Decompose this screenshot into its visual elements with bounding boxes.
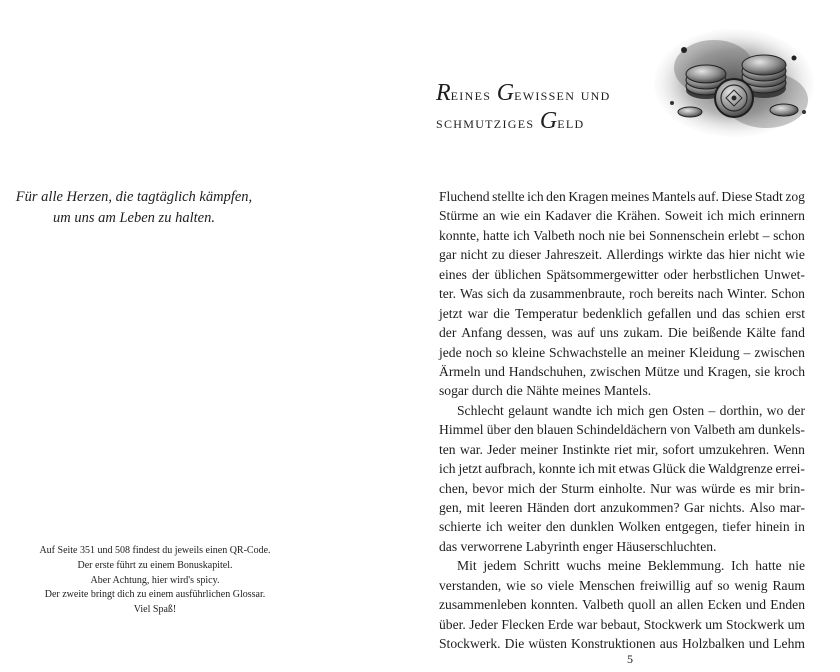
body-word: chen, bbox=[439, 480, 469, 496]
body-word: wandte bbox=[552, 402, 592, 418]
body-word: stellte bbox=[492, 189, 525, 204]
chapter-title bbox=[436, 80, 686, 136]
body-word: ter. bbox=[439, 286, 456, 302]
body-word: wie bbox=[500, 208, 520, 224]
body-word: eines bbox=[439, 266, 467, 282]
body-word: Instinkte bbox=[562, 441, 610, 457]
body-word: schon bbox=[773, 227, 805, 243]
body-word: dieser bbox=[508, 247, 542, 263]
title-text: schmutziges bbox=[436, 113, 540, 132]
body-word: bereits bbox=[657, 286, 694, 302]
body-line bbox=[439, 401, 805, 420]
body-word: Kälte bbox=[746, 325, 776, 341]
body-word: sich bbox=[487, 286, 509, 302]
body-word: viele bbox=[547, 577, 575, 593]
body-word: Kadaver bbox=[545, 208, 592, 224]
page-number: 5 bbox=[627, 652, 633, 666]
body-word: anzukommen? bbox=[600, 500, 680, 515]
body-word: meines bbox=[610, 189, 650, 204]
body-word: um bbox=[705, 616, 723, 632]
body-word: weiter bbox=[507, 519, 542, 535]
body-word: ich bbox=[706, 208, 724, 224]
body-word: Schwachstelle bbox=[549, 344, 627, 360]
dedication-line: um uns am Leben zu halten. bbox=[53, 210, 215, 226]
body-word: verstanden, bbox=[439, 577, 502, 593]
body-word: gen, bbox=[439, 500, 463, 515]
body-line bbox=[439, 381, 805, 400]
title-text: eines bbox=[450, 85, 497, 104]
body-word: wenig bbox=[734, 577, 768, 593]
body-word: erinnern bbox=[759, 208, 805, 224]
title-initial: G bbox=[496, 80, 515, 106]
body-word: dort bbox=[573, 500, 596, 515]
body-word: Holzbalken bbox=[681, 636, 745, 652]
body-word: an bbox=[482, 208, 496, 224]
body-word: freiwillig bbox=[639, 577, 691, 593]
body-word: und bbox=[748, 636, 770, 652]
body-word: sie bbox=[755, 363, 771, 379]
body-word: was bbox=[551, 325, 573, 341]
body-word: Stockwerk. bbox=[439, 636, 501, 652]
body-word: Anfang bbox=[461, 325, 503, 341]
qr-note-line: Der zweite bringt dich zu einem ausführlichen Glossar. bbox=[44, 589, 266, 601]
body-line bbox=[439, 284, 805, 303]
body-word: Sturm bbox=[561, 480, 595, 496]
body-line bbox=[439, 343, 805, 362]
body-word: Also bbox=[749, 500, 776, 515]
body-word: sofort bbox=[662, 441, 695, 457]
body-word: aus bbox=[659, 636, 678, 652]
body-word: ich bbox=[596, 402, 613, 418]
body-word: ich bbox=[513, 227, 530, 243]
chapter-title-line bbox=[436, 108, 686, 136]
body-word: jetzt bbox=[458, 461, 482, 477]
body-word: mich bbox=[507, 480, 535, 496]
body-word: ich bbox=[439, 461, 456, 477]
body-word: Händen bbox=[526, 500, 570, 515]
body-line bbox=[439, 362, 805, 381]
body-word: mit bbox=[466, 500, 485, 515]
body-word: schien bbox=[745, 305, 781, 321]
body-word: ten bbox=[439, 441, 456, 457]
body-word: von bbox=[670, 422, 691, 438]
body-word: bei bbox=[628, 227, 646, 243]
body-line bbox=[439, 265, 805, 284]
body-word: uns bbox=[599, 325, 619, 341]
body-word: Wolken bbox=[618, 519, 661, 535]
body-word: und bbox=[484, 363, 505, 379]
body-word: wuchs bbox=[566, 558, 602, 574]
body-word: nicht bbox=[753, 247, 782, 263]
dedication-line: Für alle Herzen, die tagtäglich kämpfen, bbox=[15, 189, 253, 205]
body-line bbox=[439, 440, 805, 459]
body-word: Krähen. bbox=[616, 208, 661, 224]
body-word: Waldgrenze bbox=[708, 461, 773, 477]
body-word: dunkels- bbox=[758, 422, 805, 438]
body-word: Beklemmung. bbox=[647, 558, 725, 574]
body-word: Unwet- bbox=[764, 266, 805, 282]
body-word: zusammenbraute, bbox=[529, 286, 626, 302]
body-word: ein bbox=[524, 208, 541, 224]
body-word: Sonnenschein bbox=[649, 227, 725, 243]
body-word: meiner bbox=[647, 344, 686, 360]
body-word: ich bbox=[485, 519, 503, 535]
body-word: der bbox=[471, 266, 490, 282]
body-line bbox=[439, 615, 805, 634]
body-word: Ecken bbox=[707, 597, 742, 613]
body-word: dorthin, bbox=[719, 402, 763, 418]
body-word: etwas bbox=[618, 461, 650, 477]
body-word: gelaunt bbox=[508, 402, 549, 418]
body-word: noch bbox=[578, 227, 605, 243]
body-line bbox=[439, 537, 805, 556]
body-word: Stockwerk bbox=[726, 616, 785, 632]
body-line bbox=[439, 498, 805, 517]
body-word: oder bbox=[663, 266, 688, 282]
body-word: gen bbox=[648, 402, 669, 418]
body-word: Allerdings bbox=[606, 247, 664, 263]
body-word: Kragen bbox=[568, 189, 609, 204]
body-word: Handschuhen, bbox=[508, 363, 587, 379]
body-word: Valbeth bbox=[582, 597, 624, 613]
body-word: und bbox=[696, 305, 717, 321]
body-word: herbstlichen bbox=[692, 266, 760, 282]
body-line bbox=[439, 479, 805, 498]
body-word: – bbox=[762, 227, 770, 243]
body-word: der bbox=[439, 325, 457, 341]
body-word: Enden bbox=[770, 597, 805, 613]
body-word: den bbox=[546, 189, 566, 204]
body-word: beißende bbox=[692, 325, 742, 341]
body-word: Was bbox=[459, 286, 484, 302]
body-word: den bbox=[545, 519, 566, 535]
qr-code-note bbox=[0, 544, 310, 618]
body-word: jetzt bbox=[439, 305, 463, 321]
body-word: hier bbox=[728, 247, 750, 263]
body-word: roch bbox=[629, 286, 654, 302]
body-word: und bbox=[745, 597, 767, 613]
body-line bbox=[439, 634, 805, 653]
body-word: aufbrach, bbox=[484, 461, 536, 477]
body-word: war bbox=[576, 616, 598, 632]
body-word: so bbox=[717, 577, 730, 593]
body-word: Ärmeln bbox=[439, 363, 481, 379]
body-word: so bbox=[495, 344, 508, 360]
body-word: um bbox=[787, 616, 805, 632]
body-word: entgegen, bbox=[665, 519, 718, 535]
body-word: in bbox=[794, 519, 805, 535]
body-word: noch bbox=[465, 344, 492, 360]
body-word: Kleidung bbox=[689, 344, 740, 360]
body-word: Konstruktionen bbox=[571, 636, 656, 652]
body-word: brin- bbox=[778, 480, 805, 496]
body-word: üblichen bbox=[494, 266, 542, 282]
body-line bbox=[439, 187, 805, 206]
body-word: Himmel bbox=[439, 422, 484, 438]
body-word: zwischen bbox=[754, 344, 805, 360]
body-word: Fluchend bbox=[439, 189, 490, 204]
body-word: Schon bbox=[770, 286, 805, 302]
body-word: nichts. bbox=[708, 500, 745, 515]
body-word: Temperatur bbox=[515, 305, 578, 321]
body-word: umzukehren. bbox=[698, 441, 770, 457]
right-page bbox=[420, 0, 840, 672]
body-line bbox=[439, 459, 805, 478]
body-word: gar bbox=[439, 247, 457, 263]
body-word: dessen, bbox=[506, 325, 547, 341]
body-word: die bbox=[493, 305, 510, 321]
body-word: konnten. bbox=[530, 597, 578, 613]
body-line bbox=[439, 517, 805, 536]
body-word: wo bbox=[766, 402, 784, 418]
body-word: Diese bbox=[721, 189, 753, 204]
body-word: Spätsommergewitter bbox=[546, 266, 659, 282]
chapter-title-line bbox=[436, 80, 686, 108]
body-word: errei- bbox=[775, 461, 805, 477]
body-word: mich bbox=[728, 208, 756, 224]
body-word: erlebt bbox=[728, 227, 760, 243]
title-text: ewissen und bbox=[514, 85, 611, 104]
body-word: Lehm bbox=[773, 636, 805, 652]
qr-note-line: Viel Spaß! bbox=[133, 604, 177, 616]
body-word: die bbox=[688, 461, 706, 477]
body-word: Schritt bbox=[523, 558, 560, 574]
body-word: Schlecht bbox=[457, 402, 504, 418]
body-word: an bbox=[659, 597, 673, 613]
body-word: dunklen bbox=[570, 519, 614, 535]
body-word: mir, bbox=[636, 441, 659, 457]
body-word: der bbox=[539, 480, 557, 496]
body-word: Gar bbox=[684, 500, 705, 515]
body-word: quoll bbox=[627, 597, 656, 613]
body-word: den bbox=[514, 422, 534, 438]
body-word: würde bbox=[701, 480, 736, 496]
body-word: Jeder bbox=[469, 616, 498, 632]
body-word: riet bbox=[614, 441, 633, 457]
qr-note-line: Auf Seite 351 und 508 findest du jeweils einen QR-Code. bbox=[39, 545, 271, 556]
body-word: tiefer bbox=[722, 519, 751, 535]
body-word: Winter. bbox=[727, 286, 768, 302]
body-word: Glück bbox=[652, 461, 686, 477]
body-word: die bbox=[595, 208, 613, 224]
body-word: bebaut, bbox=[600, 616, 641, 632]
body-word: Schindeldächern bbox=[576, 422, 667, 438]
body-word: Stürme bbox=[439, 208, 479, 224]
body-word: auf bbox=[577, 325, 595, 341]
body-word: einholte. bbox=[598, 480, 646, 496]
body-word: Mit bbox=[457, 558, 477, 574]
body-word: Jeder bbox=[487, 441, 516, 457]
body-word: erst bbox=[785, 305, 805, 321]
body-word: zusammenleben bbox=[439, 597, 527, 613]
body-word: Nur bbox=[650, 480, 672, 496]
body-word: kroch bbox=[774, 363, 805, 379]
body-word: jedem bbox=[483, 558, 517, 574]
body-word: zog bbox=[785, 189, 805, 204]
body-word: über. bbox=[439, 616, 466, 632]
title-initial: G bbox=[539, 108, 558, 134]
body-line bbox=[439, 420, 805, 439]
body-word: leeren bbox=[489, 500, 523, 515]
dedication bbox=[0, 187, 268, 229]
body-line bbox=[439, 576, 805, 595]
body-word: Ich bbox=[731, 558, 749, 574]
body-word: gefallen bbox=[647, 305, 692, 321]
body-word: Valbeth bbox=[693, 422, 736, 438]
body-word: ich bbox=[578, 461, 595, 477]
body-word: Mütze bbox=[644, 363, 680, 379]
body-word: zwischen bbox=[590, 363, 641, 379]
body-word: nie bbox=[788, 558, 805, 574]
body-word: das verworrene Labyrinth enger Häuserschluchten. bbox=[439, 538, 717, 554]
title-initial: R bbox=[436, 80, 451, 106]
body-word: der bbox=[787, 402, 805, 418]
chapter-body-text bbox=[439, 187, 805, 654]
body-word: Die bbox=[504, 636, 525, 652]
body-line bbox=[439, 323, 805, 342]
body-word: zu bbox=[491, 247, 505, 263]
body-word: so bbox=[530, 577, 543, 593]
body-word: Die bbox=[667, 325, 688, 341]
body-word: konnte bbox=[538, 461, 576, 477]
body-word: wie bbox=[785, 247, 805, 263]
body-word: Wenn bbox=[773, 441, 805, 457]
body-word: – bbox=[743, 344, 751, 360]
body-word: hinein bbox=[755, 519, 790, 535]
body-line bbox=[439, 304, 805, 323]
body-line bbox=[439, 226, 805, 245]
body-word: bevor bbox=[472, 480, 504, 496]
body-word: wüsten bbox=[528, 636, 567, 652]
body-word: wie bbox=[506, 577, 526, 593]
body-word: nach bbox=[697, 286, 724, 302]
body-word: Osten bbox=[672, 402, 705, 418]
body-word: das bbox=[722, 305, 741, 321]
body-word: was bbox=[675, 480, 697, 496]
body-word: mit bbox=[597, 461, 616, 477]
body-word: hatte bbox=[483, 227, 510, 243]
body-line bbox=[439, 245, 805, 264]
body-word: Kragen, bbox=[707, 363, 752, 379]
body-word: allen bbox=[676, 597, 704, 613]
body-word: hatte bbox=[755, 558, 782, 574]
body-word: das bbox=[706, 247, 725, 263]
body-word: mir bbox=[755, 480, 775, 496]
body-word: Flecken bbox=[501, 616, 545, 632]
body-word: Stadt bbox=[754, 189, 783, 204]
body-word: meine bbox=[607, 558, 642, 574]
body-line bbox=[439, 595, 805, 614]
body-word: mar- bbox=[779, 500, 805, 515]
body-line bbox=[439, 206, 805, 225]
body-word: mich bbox=[617, 402, 645, 418]
body-word: an bbox=[630, 344, 644, 360]
body-word: nicht bbox=[460, 247, 488, 263]
body-word: meiner bbox=[520, 441, 558, 457]
body-word: und bbox=[683, 363, 704, 379]
body-word: es bbox=[739, 480, 751, 496]
body-word: bedenklich bbox=[582, 305, 643, 321]
body-word: am bbox=[738, 422, 755, 438]
body-word: ich bbox=[527, 189, 544, 204]
body-word: konnte, bbox=[439, 227, 480, 243]
qr-note-line: Aber Achtung, hier wird's spicy. bbox=[90, 574, 220, 586]
body-word: zukam. bbox=[623, 325, 664, 341]
body-word: auf bbox=[695, 577, 713, 593]
body-word: auf. bbox=[698, 189, 719, 204]
body-word: sogar durch die Nähte meines Mantels. bbox=[439, 383, 652, 399]
body-line bbox=[439, 556, 805, 575]
body-word: schierte bbox=[439, 519, 482, 535]
body-word: Raum bbox=[772, 577, 805, 593]
qr-note-line: Der erste führt zu einem Bonuskapitel. bbox=[77, 559, 233, 571]
body-word: Erde bbox=[547, 616, 574, 632]
body-word: fand bbox=[780, 325, 805, 341]
title-text: eld bbox=[557, 113, 585, 132]
body-word: nie bbox=[608, 227, 626, 243]
body-word: da bbox=[512, 286, 526, 302]
body-word: Soweit bbox=[664, 208, 703, 224]
body-word: wirkte bbox=[667, 247, 703, 263]
body-word: – bbox=[708, 402, 716, 418]
body-word: jede bbox=[439, 344, 462, 360]
body-word: Mantels bbox=[651, 189, 696, 204]
body-word: war. bbox=[459, 441, 483, 457]
body-word: blauen bbox=[536, 422, 574, 438]
body-word: über bbox=[486, 422, 511, 438]
body-word: Menschen bbox=[578, 577, 635, 593]
body-word: kleine bbox=[511, 344, 546, 360]
body-word: Jahreszeit. bbox=[545, 247, 603, 263]
body-word: Stockwerk bbox=[643, 616, 702, 632]
body-word: war bbox=[467, 305, 488, 321]
body-word: Valbeth bbox=[533, 227, 575, 243]
